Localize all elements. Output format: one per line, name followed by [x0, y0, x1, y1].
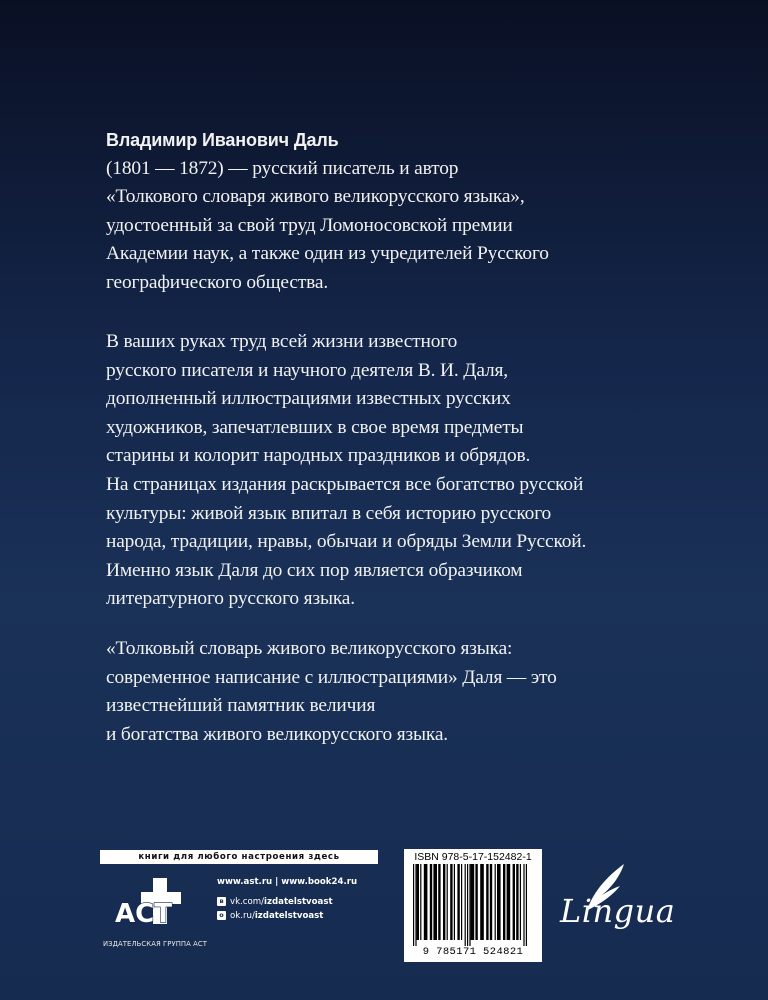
publisher-websites[interactable]: www.ast.ru | www.book24.ru [217, 877, 358, 887]
publisher-links [217, 875, 357, 923]
description-line: русского писателя и научного деятеля В. И. Даля, [106, 359, 508, 381]
bio-line: Академии наук, а также один из учредителей Русского [106, 243, 549, 265]
lingua-imprint: Lingua [560, 892, 676, 930]
description-line: литературного русского языка. [106, 588, 355, 610]
barcode-bars [411, 864, 535, 946]
description-line: На страницах издания раскрывается все богатство русской [106, 473, 584, 495]
description-line: народа, традиции, нравы, обычаи и обряды Земли Русской. [106, 531, 587, 553]
ok-handle: izdatelstvoast [254, 911, 324, 921]
author-bio [106, 126, 666, 298]
ast-logo [113, 872, 185, 934]
vk-icon: в [217, 897, 226, 906]
isbn-label: ISBN 978-5-17-152482-1 [414, 851, 532, 863]
vk-handle: izdatelstvoast [264, 897, 333, 907]
bio-line: географического общества. [106, 271, 329, 293]
bio-line: удостоенный за свой труд Ломоносовской премии [106, 214, 513, 236]
summary-line: известнейший памятник величия [106, 695, 376, 717]
book-summary [106, 635, 666, 749]
bio-line: (1801 — 1872) — русский писатель и автор [106, 157, 459, 179]
vk-link[interactable] [217, 895, 357, 909]
barcode-digits: 9 785171 524821 [422, 946, 524, 958]
description-line: дополненный иллюстрациями известных русских [106, 388, 511, 410]
description-line: В ваших руках труд всей жизни известного [106, 331, 458, 352]
lingua-logo [560, 858, 690, 968]
vk-prefix: vk.com/ [230, 897, 265, 907]
summary-line: современное написание с иллюстрациями» Даля — это [106, 666, 557, 688]
description-line: художников, запечатлевших в свое время предметы [106, 416, 524, 438]
isbn-barcode [404, 849, 542, 962]
ast-logo-text: АСТ [115, 899, 172, 929]
author-name: Владимир Иванович Даль [106, 130, 339, 150]
book-description [106, 328, 666, 614]
ok-prefix: ok.ru/ [230, 911, 255, 921]
publisher-tagline: книги для любого настроения здесь [100, 850, 378, 864]
bio-line: «Толкового словаря живого великорусского языка», [106, 186, 525, 208]
description-line: культуры: живой язык впитал в себя историю русского [106, 502, 552, 524]
publisher-caption: ИЗДАТЕЛЬСКАЯ ГРУППА АСТ [103, 940, 207, 948]
summary-line: и богатства живого великорусского языка. [106, 723, 449, 745]
summary-line: «Толковый словарь живого великорусского языка: [106, 638, 513, 659]
odnoklassniki-icon: о [217, 911, 226, 920]
description-line: старины и колорит народных праздников и обрядов. [106, 445, 531, 467]
description-line: Именно язык Даля до сих пор является образчиком [106, 559, 523, 581]
ok-link[interactable] [217, 909, 357, 923]
